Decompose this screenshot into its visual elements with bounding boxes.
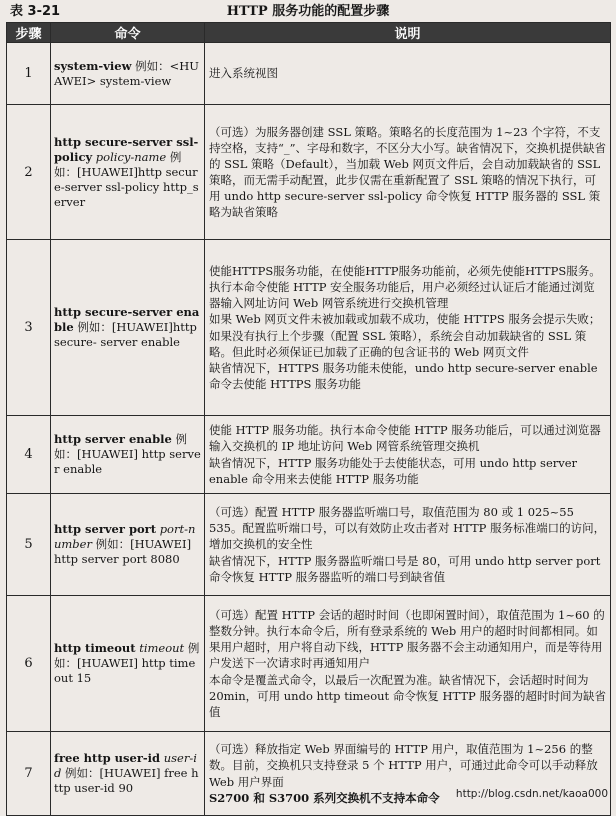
header-command: 命令 (51, 23, 205, 43)
table-title: HTTP 服务功能的配置步骤 (226, 4, 390, 19)
description-paragraph: 使能 HTTP 服务功能。执行本命令使能 HTTP 服务功能后，可以通过浏览器输入交换机的 IP 地址访问 Web 网管系统管理交换机 (209, 423, 601, 454)
command-example: 例如：[HUAWEI] http server port 8080 (54, 537, 192, 566)
command-cell (51, 43, 205, 105)
description-paragraph: （可选）释放指定 Web 界面编号的 HTTP 用户，取值范围为 1~256 的整数。目前，交换机只支持登录 5 个 HTTP 用户，可通过此命令可以手动释放 Web 用户界面 (209, 742, 598, 789)
description-paragraph: （可选）配置 HTTP 会话的超时时间（也即闲置时间），取值范围为 1~60 的整数分钟。执行本命令后，所有登录系统的 Web 用户的超时时间都相同。如果用户超时，用户将自动下线，HTTP 服务器不会主动通知用户，而是等待用户发送下一次请求时再通知用户 (209, 608, 605, 671)
command-keyword: http server enable (54, 432, 172, 446)
table-row (7, 240, 611, 416)
description-paragraph: （可选）为服务器创建 SSL 策略。策略名的长度范围为 1~23 个字符，不支持空格，支持“_”、字母和数字，不区分大小写。缺省情况下，交换机提供缺省的 SSL 策略（Default），当加载 Web 网页文件后，会自动加载缺省的 SSL 策略，而无需手动配置，此步仅需在重新配置了 SSL 策略的情况下执行，可用 undo http secure-server ssl-policy 命令恢复 HTTP 服务器的 SSL 策略为缺省策略 (209, 124, 607, 220)
command-cell (51, 494, 205, 596)
description-paragraph: 缺省情况下，HTTP 服务功能处于去使能状态，可用 undo http server enable 命令用来去使能 HTTP 服务功能 (209, 455, 578, 486)
table-row (7, 416, 611, 494)
table-row (7, 105, 611, 240)
command-parameter: port-number (54, 522, 196, 551)
table-row (7, 43, 611, 105)
description-cell (205, 43, 611, 105)
command-keyword: http secure-server enable (54, 305, 200, 334)
step-number: 6 (7, 596, 51, 732)
description-paragraph: 缺省情况下，HTTP 服务器监听端口号是 80，可用 undo http server port 命令恢复 HTTP 服务器监听的端口号到缺省值 (209, 553, 601, 584)
description-paragraph: 进入系统视图 (209, 66, 278, 81)
command-keyword: free http user-id (54, 751, 161, 765)
table-row (7, 596, 611, 732)
step-number: 7 (7, 732, 51, 816)
table-row (7, 732, 611, 816)
description-paragraph: S2700 和 S3700 系列交换机不支持本命令 (209, 790, 440, 805)
command-parameter: policy-name (95, 149, 167, 164)
header-description: 说明 (205, 23, 611, 43)
command-cell (51, 732, 205, 816)
table-body (7, 43, 611, 816)
step-number: 5 (7, 494, 51, 596)
step-number: 3 (7, 240, 51, 416)
step-number: 1 (7, 43, 51, 105)
description-cell (205, 416, 611, 494)
table-number: 表 3-21 (10, 4, 61, 19)
description-paragraph: 本命令是覆盖式命令，以最后一次配置为准。缺省情况下，会话超时时间为 20min，可用 undo http timeout 命令恢复 HTTP 服务器的超时时间为缺省值 (209, 672, 606, 719)
command-cell (51, 416, 205, 494)
step-number: 4 (7, 416, 51, 494)
command-cell (51, 240, 205, 416)
description-cell (205, 105, 611, 240)
command-example: 例如：<HUAWEI> system-view (54, 58, 199, 88)
description-paragraph: 缺省情况下，HTTPS 服务功能未使能，undo http secure-server enable 命令去使能 HTTPS 服务功能 (209, 360, 598, 391)
command-example: 例如：[HUAWEI]http secure-server ssl-policy http_server (54, 149, 199, 209)
description-paragraph: 使能HTTPS服务功能，在使能HTTP服务功能前，必须先使能HTTPS服务。执行本命令使能 HTTP 安全服务功能后，用户必须经过认证后才能通过浏览器输入网址访问 Web 网管系统进行交换机管理 (209, 264, 601, 311)
description-cell (205, 732, 611, 816)
config-steps-table (6, 22, 611, 816)
description-paragraph: 如果 Web 网页文件未被加载或加载不成功，使能 HTTPS 服务会提示失败；如果没有执行上个步骤（配置 SSL 策略），系统会自动加载缺省的 SSL 策略。但此时必须保证已加载了正确的包含证书的 Web 网页文件 (209, 312, 601, 359)
command-cell (51, 105, 205, 240)
command-example: 例如：[HUAWEI] http server enable (54, 432, 201, 476)
description-cell (205, 494, 611, 596)
command-example: 例如：[HUAWEI] free http user-id 90 (54, 766, 199, 795)
command-keyword: http timeout (54, 641, 136, 655)
command-parameter: timeout (139, 641, 185, 655)
command-keyword: http server port (54, 522, 157, 536)
command-parameter: user-id (54, 751, 197, 780)
step-number: 2 (7, 105, 51, 240)
command-cell (51, 596, 205, 732)
command-example: 例如：[HUAWEI] http timeout 15 (54, 641, 200, 685)
header-step: 步骤 (7, 23, 51, 43)
blog-watermark: http://blog.csdn.net/kaoa000 (455, 788, 608, 800)
command-keyword: system-view (54, 58, 132, 73)
command-example: 例如：[HUAWEI]http secure- server enable (54, 320, 197, 349)
table-row (7, 494, 611, 596)
description-cell (205, 596, 611, 732)
description-cell (205, 240, 611, 416)
table-header-row (7, 23, 611, 43)
command-keyword: http secure-server ssl-policy (54, 134, 199, 164)
description-paragraph: （可选）配置 HTTP 服务器监听端口号，取值范围为 80 或 1 025~55 535。配置监听端口号，可以有效防止攻击者对 HTTP 服务标准端口的访问，增加交换机的安全性 (209, 505, 606, 552)
